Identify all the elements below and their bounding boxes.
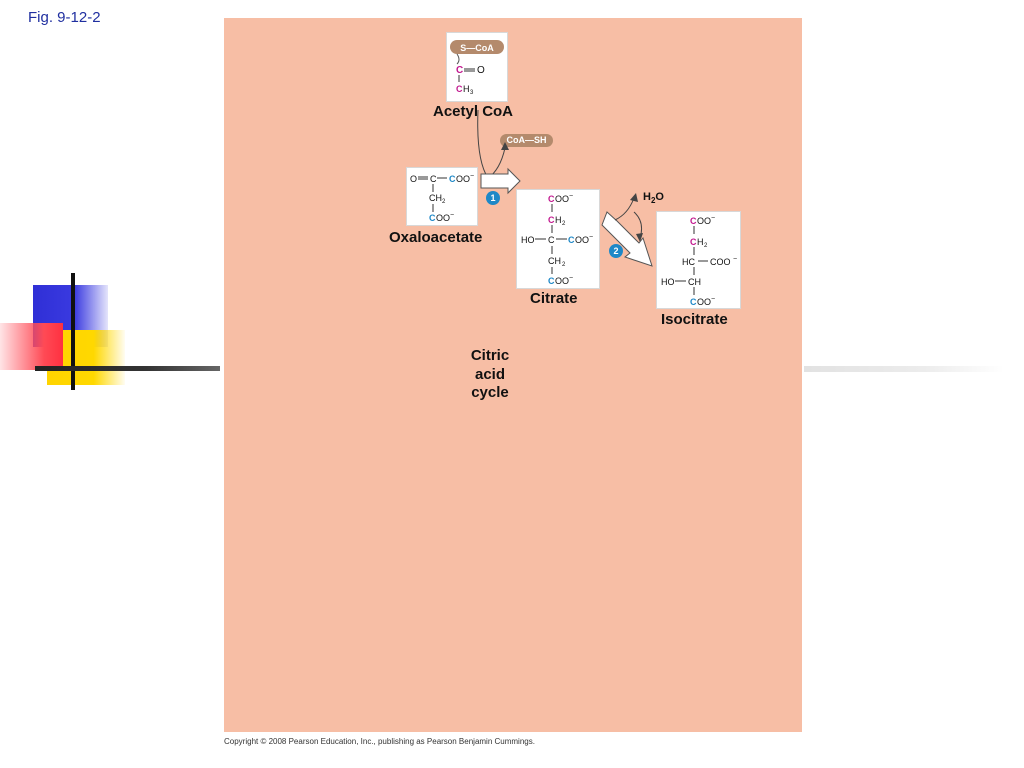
figure-label: Fig. 9-12-2 (28, 9, 101, 26)
svg-text:C: C (548, 276, 555, 286)
svg-text:C: C (429, 213, 436, 223)
water-label: $H_2O$ (643, 191, 664, 206)
svg-text:−: − (589, 234, 594, 241)
svg-text:OO: OO (456, 174, 471, 184)
svg-text:C: C (548, 194, 555, 204)
acetyl-carbonyl-c: C (456, 65, 464, 76)
svg-text:C: C (690, 297, 697, 307)
svg-text:CH: CH (429, 193, 442, 203)
acetyl-methyl-h: H (463, 84, 470, 94)
svg-text:C: C (548, 215, 555, 225)
svg-text:C: C (548, 235, 555, 245)
svg-text:CH: CH (688, 277, 701, 287)
acetyl-methyl-c: C (456, 84, 463, 94)
svg-text:HC: HC (682, 257, 695, 267)
svg-text:OO: OO (555, 276, 570, 286)
svg-text:OO: OO (697, 297, 712, 307)
svg-text:CH: CH (548, 256, 561, 266)
citric-acid-cycle-label (450, 347, 530, 403)
svg-text:−: − (450, 212, 455, 219)
cycle-label-line-1: Citric (470, 347, 510, 364)
svg-text:OO: OO (436, 213, 451, 223)
acetyl-coa-input-line (478, 110, 488, 178)
acetyl-coa-tag: S—CoA (460, 43, 494, 53)
cycle-label-line-3: cycle (471, 384, 509, 401)
svg-text:OO: OO (697, 216, 712, 226)
svg-text:C: C (430, 174, 437, 184)
coa-sh-label: CoA—SH (500, 134, 553, 147)
svg-text:2: 2 (562, 262, 566, 268)
svg-text:OO: OO (575, 235, 590, 245)
svg-text:H: H (555, 215, 562, 225)
svg-text:C: C (690, 216, 697, 226)
svg-text:OO: OO (555, 194, 570, 204)
step-1-marker: 1 (486, 191, 500, 205)
svg-text:−: − (711, 215, 716, 222)
cycle-label-line-2: acid (474, 365, 505, 383)
svg-text:2: 2 (704, 243, 708, 249)
step-2-arrow (602, 212, 652, 266)
copyright-notice: Copyright © 2008 Pearson Education, Inc., publishing as Pearson Benjamin Cummings. (224, 737, 535, 746)
svg-text:2: 2 (442, 199, 446, 205)
svg-text:−: − (470, 173, 475, 180)
svg-text:−: − (733, 256, 738, 263)
svg-text:C: C (449, 174, 456, 184)
step-2-marker: 2 (609, 244, 623, 258)
coa-sh-arrowhead (501, 142, 509, 150)
svg-text:−: − (711, 296, 716, 303)
svg-text:HO: HO (521, 235, 535, 245)
oxaloacetate-name: Oxaloacetate (389, 229, 483, 246)
acetyl-methyl-sub: 3 (470, 90, 474, 96)
acetyl-oxygen: O (477, 65, 485, 76)
isocitrate-name: Isocitrate (661, 311, 728, 328)
svg-text:O: O (410, 174, 418, 184)
svg-text:2: 2 (562, 221, 566, 227)
svg-text:C: C (568, 235, 575, 245)
svg-text:−: − (569, 193, 574, 200)
step-1-arrow (481, 169, 520, 193)
svg-text:H: H (697, 237, 704, 247)
svg-text:HO: HO (661, 277, 675, 287)
svg-text:−: − (569, 275, 574, 282)
svg-text:COO: COO (710, 257, 731, 267)
water-out-arrowhead (630, 193, 638, 202)
svg-text:C: C (690, 237, 697, 247)
acetyl-coa-name: Acetyl CoA (433, 103, 514, 120)
citrate-name: Citrate (530, 290, 578, 307)
water-out-line (615, 198, 634, 220)
